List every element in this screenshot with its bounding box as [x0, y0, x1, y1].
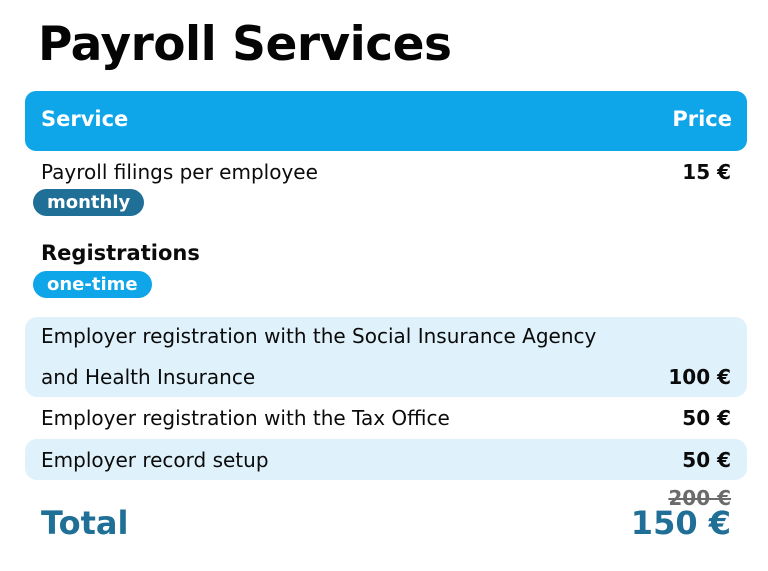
- page-title: Payroll Services: [38, 17, 452, 72]
- total-label: Total: [41, 504, 129, 542]
- tax-office-label: Employer registration with the Tax Office: [41, 406, 450, 430]
- original-total-price: 200 €: [668, 486, 731, 510]
- one-time-badge: one-time: [33, 271, 152, 298]
- table-header: [25, 91, 747, 151]
- monthly-badge: monthly: [33, 189, 144, 216]
- payroll-filings-price: 15 €: [682, 160, 731, 184]
- record-setup-label: Employer record setup: [41, 448, 269, 472]
- social-insurance-label-line2: and Health Insurance: [41, 365, 256, 389]
- price-column-header: Price: [672, 107, 732, 131]
- total-price: 150 €: [630, 504, 731, 542]
- record-setup-price: 50 €: [682, 448, 731, 472]
- service-column-header: Service: [41, 107, 129, 131]
- social-insurance-label-line1: Employer registration with the Social Insurance Agency: [41, 324, 597, 348]
- registrations-heading: Registrations: [41, 241, 200, 265]
- tax-office-price: 50 €: [682, 406, 731, 430]
- social-insurance-price: 100 €: [668, 365, 731, 389]
- payroll-filings-label: Payroll filings per employee: [41, 160, 318, 184]
